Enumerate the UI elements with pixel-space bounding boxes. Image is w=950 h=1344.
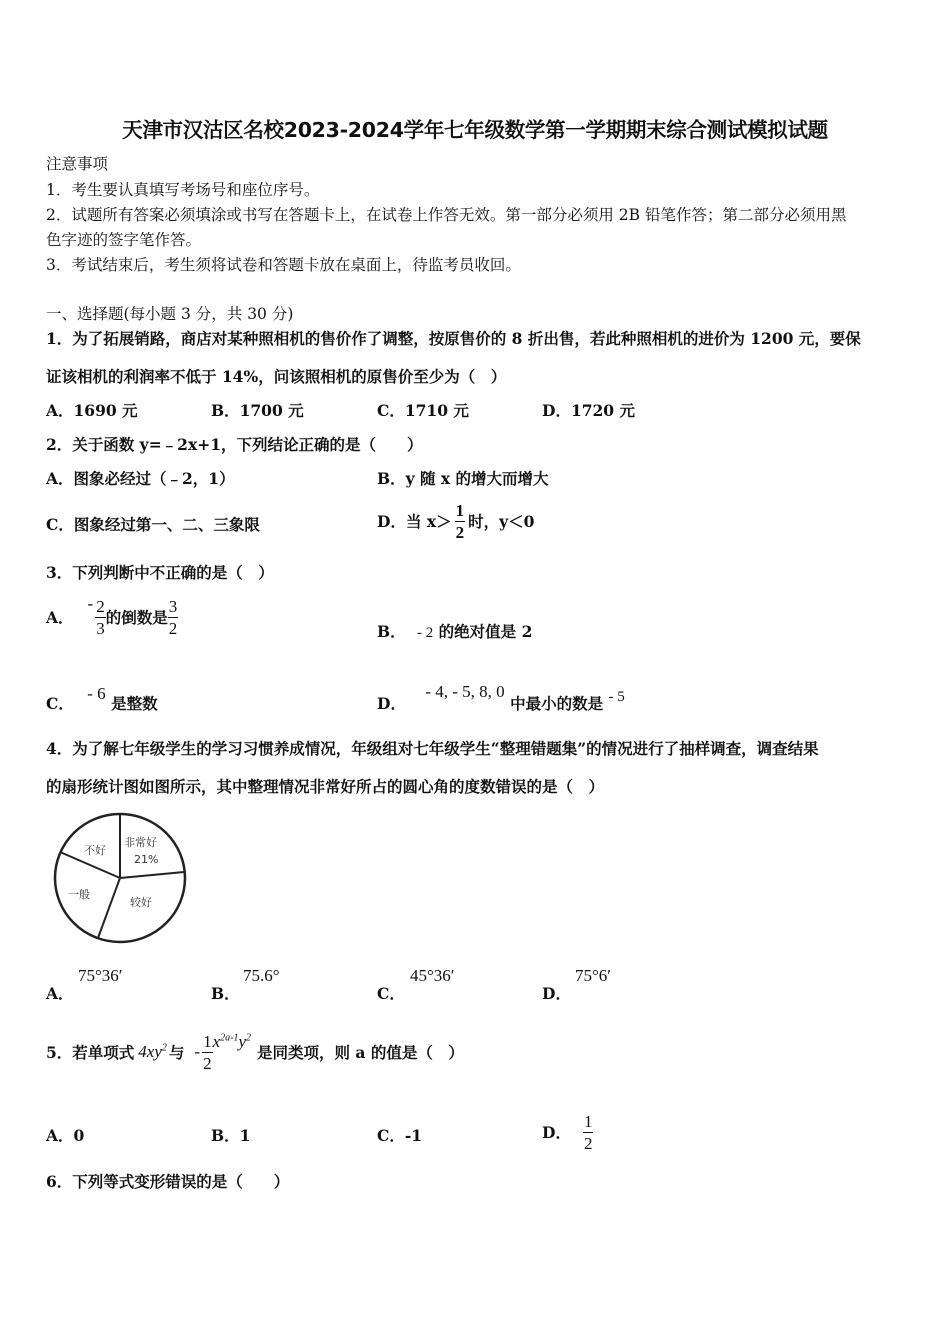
fraction-denominator: 2 xyxy=(583,1133,593,1153)
fraction-numerator: 3 xyxy=(168,596,178,616)
pie-label-good: 较好 xyxy=(130,896,152,909)
q4-option-c-label: C． xyxy=(377,984,405,1003)
notice-item: 色字迹的签字笔作答。 xyxy=(46,231,202,249)
option-label: C． xyxy=(46,694,74,713)
exponent-x: 2a-1 xyxy=(220,1032,239,1044)
q1-option-c: C．1710 元 xyxy=(377,401,469,420)
monomial-base: 4xy xyxy=(138,1042,162,1061)
q3-option-a-fraction1 xyxy=(95,598,106,637)
q2-option-d-fraction xyxy=(455,502,466,541)
pie-label-percent: 21% xyxy=(134,853,159,866)
q5-option-b: B．1 xyxy=(211,1126,251,1145)
q3-option-d-math: - 4, - 5, 8, 0 xyxy=(425,682,505,701)
q4-option-d-label: D． xyxy=(542,984,571,1003)
q3-option-a xyxy=(46,594,178,640)
pie-label-very-good: 非常好 xyxy=(124,836,157,849)
negative-sign: - xyxy=(194,1042,201,1061)
q2-option-c: C．图象经过第一、二、三象限 xyxy=(46,515,260,534)
variable-y: y xyxy=(238,1032,247,1051)
variable-x: x xyxy=(212,1032,221,1051)
option-label: B． xyxy=(377,622,406,641)
q3-stem: 3．下列判断中不正确的是（ ） xyxy=(46,563,274,582)
fraction-denominator: 2 xyxy=(203,1053,212,1073)
q3-option-d-text: 中最小的数是 xyxy=(510,694,604,713)
q5-option-d xyxy=(542,1110,593,1154)
section-heading: 一、选择题(每小题 3 分，共 30 分) xyxy=(46,305,294,323)
option-label: D． xyxy=(377,694,406,713)
pie-label-average: 一般 xyxy=(68,888,90,901)
fraction-numerator: 1 xyxy=(583,1111,593,1131)
fraction-denominator: 3 xyxy=(96,618,105,638)
q4-option-b-value: 75.6° xyxy=(243,966,280,985)
q5-stem-mid: 与 xyxy=(168,1043,185,1062)
q1-stem-line2: 证该相机的利润率不低于 14%，问该照相机的原售价至少为（ ） xyxy=(46,367,507,386)
fraction-numerator: 1 xyxy=(455,500,465,520)
q4-stem-line1: 4．为了解七年级学生的学习习惯养成情况，年级组对七年级学生“整理错题集”的情况进行了抽样调查，调查结果 xyxy=(46,739,819,758)
q4-option-a-value: 75°36′ xyxy=(78,966,123,985)
pie-label-bad: 不好 xyxy=(84,844,106,857)
q5-option-a: A．0 xyxy=(46,1126,85,1145)
q5-monomial-2 xyxy=(213,1032,251,1052)
q3-option-b-text: 的绝对值是 2 xyxy=(438,622,533,641)
q3-option-d xyxy=(377,682,625,714)
pie-divider xyxy=(98,878,120,938)
q5-stem-suffix: 是同类项，则 a 的值是（ ） xyxy=(257,1043,464,1062)
notice-item: 1．考生要认真填写考场号和座位序号。 xyxy=(46,181,320,199)
q3-option-a-fraction2 xyxy=(168,598,179,637)
q3-option-c xyxy=(46,684,158,714)
q2-option-d-suffix: 时，y＜0 xyxy=(468,512,535,531)
q5-stem-prefix: 5．若单项式 xyxy=(46,1043,135,1062)
q5-option-d-fraction xyxy=(583,1113,594,1152)
notice-item: 3．考试结束后，考生须将试卷和答题卡放在桌面上，待监考员收回。 xyxy=(46,256,521,274)
option-label: D． xyxy=(542,1123,571,1142)
q1-stem-line1: 1．为了拓展销路，商店对某种照相机的售价作了调整，按原售价的 8 折出售，若此种照相机的进价为 1200 元，要保 xyxy=(46,329,861,348)
fraction-denominator: 2 xyxy=(455,522,465,542)
q1-option-a: A．1690 元 xyxy=(46,401,138,420)
notice-item: 2．试题所有答案必须填涂或书写在答题卡上，在试卷上作答无效。第一部分必须用 2B 铅笔作答；第二部分必须用黑 xyxy=(46,206,847,224)
q3-option-b-math: - 2 xyxy=(417,625,434,641)
q4-stem-line2: 的扇形统计图如图所示，其中整理情况非常好所占的圆心角的度数错误的是（ ） xyxy=(46,777,605,796)
q5-monomial-1 xyxy=(138,1042,167,1062)
pie-divider xyxy=(120,872,184,878)
negative-sign: - xyxy=(87,594,94,613)
q4-option-b-label: B． xyxy=(211,984,240,1003)
q2-stem: 2．关于函数 y=﹣2x+1，下列结论正确的是（ ） xyxy=(46,435,423,454)
option-label: A． xyxy=(46,608,74,627)
fraction-numerator: 2 xyxy=(96,596,105,616)
q3-option-c-math: - 6 xyxy=(87,684,106,703)
q3-option-b xyxy=(377,620,532,642)
q1-option-d: D．1720 元 xyxy=(542,401,635,420)
q5-fraction xyxy=(202,1033,213,1072)
fraction-denominator: 2 xyxy=(168,618,178,638)
q4-option-c-value: 45°36′ xyxy=(410,966,455,985)
q1-option-b: B．1700 元 xyxy=(211,401,304,420)
q4-option-d-value: 75°6′ xyxy=(575,966,612,985)
q2-option-d-prefix: D．当 x＞ xyxy=(377,512,452,531)
pie-chart xyxy=(46,808,191,948)
q2-option-a: A．图象必经过（﹣2，1） xyxy=(46,469,235,488)
q3-option-a-text: 的倒数是 xyxy=(105,608,168,627)
q6-stem: 6．下列等式变形错误的是（ ） xyxy=(46,1172,290,1191)
q2-option-b: B．y 随 x 的增大而增大 xyxy=(377,469,549,488)
notice-heading: 注意事项 xyxy=(46,155,109,173)
q5-option-c: C．-1 xyxy=(377,1126,423,1145)
q4-option-a-label: A． xyxy=(46,984,74,1003)
q3-option-c-text: 是整数 xyxy=(111,694,158,713)
q2-option-d xyxy=(377,500,534,542)
exponent-y: 2 xyxy=(246,1032,252,1044)
page-title: 天津市汉沽区名校2023-2024学年七年级数学第一学期期末综合测试模拟试题 xyxy=(122,118,828,142)
q3-option-d-math2: - 5 xyxy=(608,689,625,705)
monomial-exponent: 2 xyxy=(161,1042,167,1054)
fraction-numerator: 1 xyxy=(203,1031,212,1051)
q5-stem xyxy=(46,1028,464,1076)
